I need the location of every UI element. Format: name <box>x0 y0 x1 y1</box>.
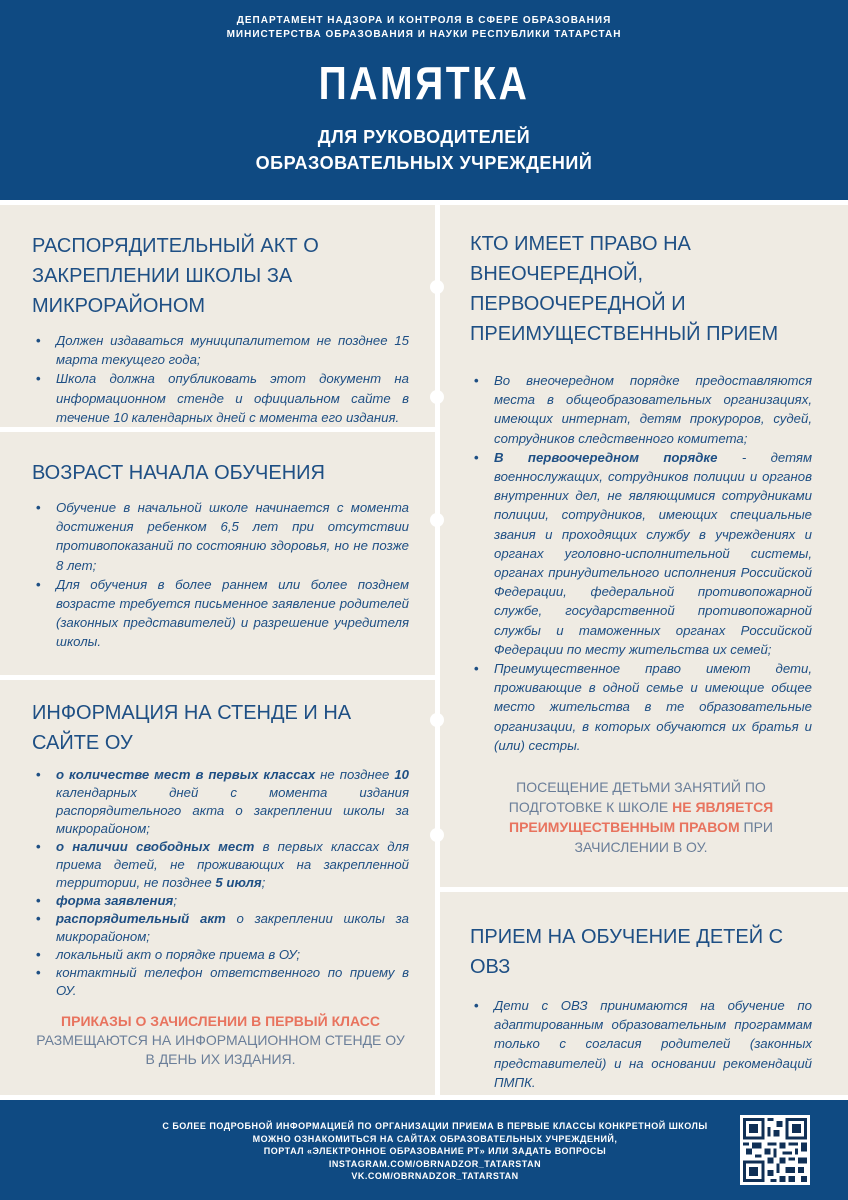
list-item <box>32 946 409 964</box>
note-text: ПРИ ЗАЧИСЛЕНИИ В ОУ. <box>574 819 773 856</box>
section-priority <box>440 205 848 887</box>
section-title: РАСПОРЯДИТЕЛЬНЫЙ АКТ О ЗАКРЕПЛЕНИИ ШКОЛЫ ЗА МИКРОРАЙОНОМ <box>32 235 319 317</box>
emphasis-text: о количестве мест в первых классах <box>56 767 316 782</box>
section-title: ВОЗРАСТ НАЧАЛА ОБУЧЕНИЯ <box>32 462 325 484</box>
bullet-list <box>32 331 409 427</box>
footer <box>0 1100 848 1200</box>
note-text: ПОСЕЩЕНИЕ ДЕТЬМИ ЗАНЯТИЙ ПО ПОДГОТОВКЕ К ШКОЛЕ <box>508 779 766 816</box>
item-text: ; <box>173 893 177 908</box>
item-text: в первых классах для приема детей, не проживающих на закрепленной территории, не позднее <box>56 839 410 890</box>
item-text: Для обучения в более раннем или более позднем возрасте требуется письменное заявление родителей (законных представителей) и разрешение учредителя школы. <box>56 576 409 650</box>
page-subtitle <box>0 124 848 176</box>
list-item <box>470 371 812 448</box>
section-info <box>0 680 435 1095</box>
bullet-list <box>32 766 409 1000</box>
list-item <box>32 838 409 892</box>
emphasis-text: 10 <box>394 767 409 782</box>
emphasis-text: форма заявления <box>56 893 174 908</box>
section-title: ПРИЕМ НА ОБУЧЕНИЕ ДЕТЕЙ С ОВЗ <box>470 926 784 978</box>
list-item <box>32 910 409 946</box>
emphasis-text: В первоочередном порядке <box>494 449 718 465</box>
list-item <box>32 892 409 910</box>
section-act <box>0 205 435 427</box>
footer-line: ПОРТАЛ «ЭЛЕКТРОННОЕ ОБРАЗОВАНИЕ РТ» ИЛИ ЗАДАТЬ ВОПРОСЫ <box>263 1146 607 1156</box>
list-item <box>32 575 409 652</box>
bullet-list <box>470 996 812 1092</box>
item-text: не позднее <box>315 767 395 782</box>
qr-code-icon <box>740 1115 810 1185</box>
item-text: ; <box>261 875 266 890</box>
list-item <box>32 369 409 427</box>
list-item <box>470 659 812 755</box>
section-note <box>32 1012 409 1069</box>
timeline-dot <box>430 390 444 404</box>
section-age <box>0 432 435 675</box>
timeline-dot <box>430 280 444 294</box>
item-text: контактный телефон ответственного по приему в ОУ. <box>56 965 409 998</box>
bullet-list <box>32 498 409 652</box>
emphasis-text: о наличии свободных мест <box>56 839 255 854</box>
note-text: РАЗМЕЩАЮТСЯ НА ИНФОРМАЦИОННОМ СТЕНДЕ ОУ В ДЕНЬ ИХ ИЗДАНИЯ. <box>36 1032 405 1067</box>
footer-line: С БОЛЕЕ ПОДРОБНОЙ ИНФОРМАЦИЕЙ ПО ОРГАНИЗАЦИИ ПРИЕМА В ПЕРВЫЕ КЛАССЫ КОНКРЕТНОЙ ШКОЛЫ <box>162 1121 708 1131</box>
item-text: Преимущественное право имеют дети, проживающие в одной семье и имеющие общее место жительства в те образовательные организации, в которых обучаются их братья и (или) сестры. <box>494 661 812 753</box>
list-item <box>32 964 409 1000</box>
department-line: ДЕПАРТАМЕНТ НАДЗОРА И КОНТРОЛЯ В СФЕРЕ ОБРАЗОВАНИЯ <box>236 15 612 26</box>
item-text: Должен издаваться муниципалитетом не позднее 15 марта текущего года; <box>56 333 409 368</box>
section-note <box>470 777 812 857</box>
subtitle-line: ДЛЯ РУКОВОДИТЕЛЕЙ <box>317 127 531 147</box>
item-text: Обучение в начальной школе начинается с момента достижения ребенком 6,5 лет при отсутствии противопоказаний по состоянию здоровья, но не позже 8 лет; <box>56 500 409 573</box>
item-text: локальный акт о порядке приема в ОУ; <box>56 947 301 962</box>
item-text: календарных дней с момента издания распорядительного акта о закреплении школы за микрорайоном; <box>56 785 409 836</box>
timeline-dot <box>430 828 444 842</box>
footer-line: МОЖНО ОЗНАКОМИТЬСЯ НА САЙТАХ ОБРАЗОВАТЕЛЬНЫХ УЧРЕЖДЕНИЙ, <box>252 1133 618 1144</box>
emphasis-text: 5 июля <box>215 875 262 890</box>
list-item <box>470 996 812 1092</box>
note-highlight: НЕ ЯВЛЯЕТСЯ ПРЕИМУЩЕСТВЕННЫМ ПРАВОМ <box>509 799 774 836</box>
department-line: МИНИСТЕРСТВА ОБРАЗОВАНИЯ И НАУКИ РЕСПУБЛИКИ ТАТАРСТАН <box>226 29 622 40</box>
instagram-link[interactable]: INSTAGRAM.COM/OBRNADZOR_TATARSTAN <box>328 1158 542 1169</box>
note-highlight: ПРИКАЗЫ О ЗАЧИСЛЕНИИ В ПЕРВЫЙ КЛАСС <box>61 1013 380 1029</box>
item-text: Во внеочередном порядке предоставляются места в общеобразовательных организациях, имеющих интернат, детям прокуроров, судей, сотрудников следственного комитета; <box>494 373 812 446</box>
timeline-dot <box>430 513 444 527</box>
list-item <box>32 498 409 575</box>
department-name <box>0 14 848 42</box>
page-title: ПАМЯТКА <box>318 57 530 109</box>
bullet-list <box>470 371 812 755</box>
subtitle-line: ОБРАЗОВАТЕЛЬНЫХ УЧРЕЖДЕНИЙ <box>255 153 593 173</box>
section-title: ИНФОРМАЦИЯ НА СТЕНДЕ И НА САЙТЕ ОУ <box>32 702 352 754</box>
footer-text <box>130 1120 740 1183</box>
item-text: Дети с ОВЗ принимаются на обучение по адаптированным образовательным программам только с согласия родителей (законных представителей) и на основании рекомендаций ПМПК. <box>494 998 812 1090</box>
header <box>0 0 848 200</box>
list-item <box>32 766 409 838</box>
timeline-dot <box>430 713 444 727</box>
item-text: Школа должна опубликовать этот документ на информационном стенде и официальном сайте в течение 10 календарных дней с момента его издания. <box>56 371 409 425</box>
list-item <box>470 448 812 659</box>
emphasis-text: распорядительный акт <box>56 911 226 926</box>
item-text: - детям военнослужащих, сотрудников полиции и органов внутренних дел, не являющимися сотрудниками полиции, сотрудников, имеющих специальные звания и проходящих службу в учреждениях и органах уголовно-исполнительной системы, органах принудительного исполнения Российской Федерации, федеральной противопожарной службе, государственной противопожарной службы и таможенных органах Российской Федерации по месту жительства их семей; <box>494 449 812 657</box>
item-text: о закреплении школы за микрорайоном; <box>56 911 409 944</box>
section-ovz <box>440 892 848 1095</box>
list-item <box>32 331 409 369</box>
vk-link[interactable]: VK.COM/OBRNADZOR_TATARSTAN <box>351 1171 519 1181</box>
section-title: КТО ИМЕЕТ ПРАВО НА ВНЕОЧЕРЕДНОЙ, ПЕРВООЧЕРЕДНОЙ И ПРЕИМУЩЕСТВЕННЫЙ ПРИЕМ <box>470 233 779 345</box>
